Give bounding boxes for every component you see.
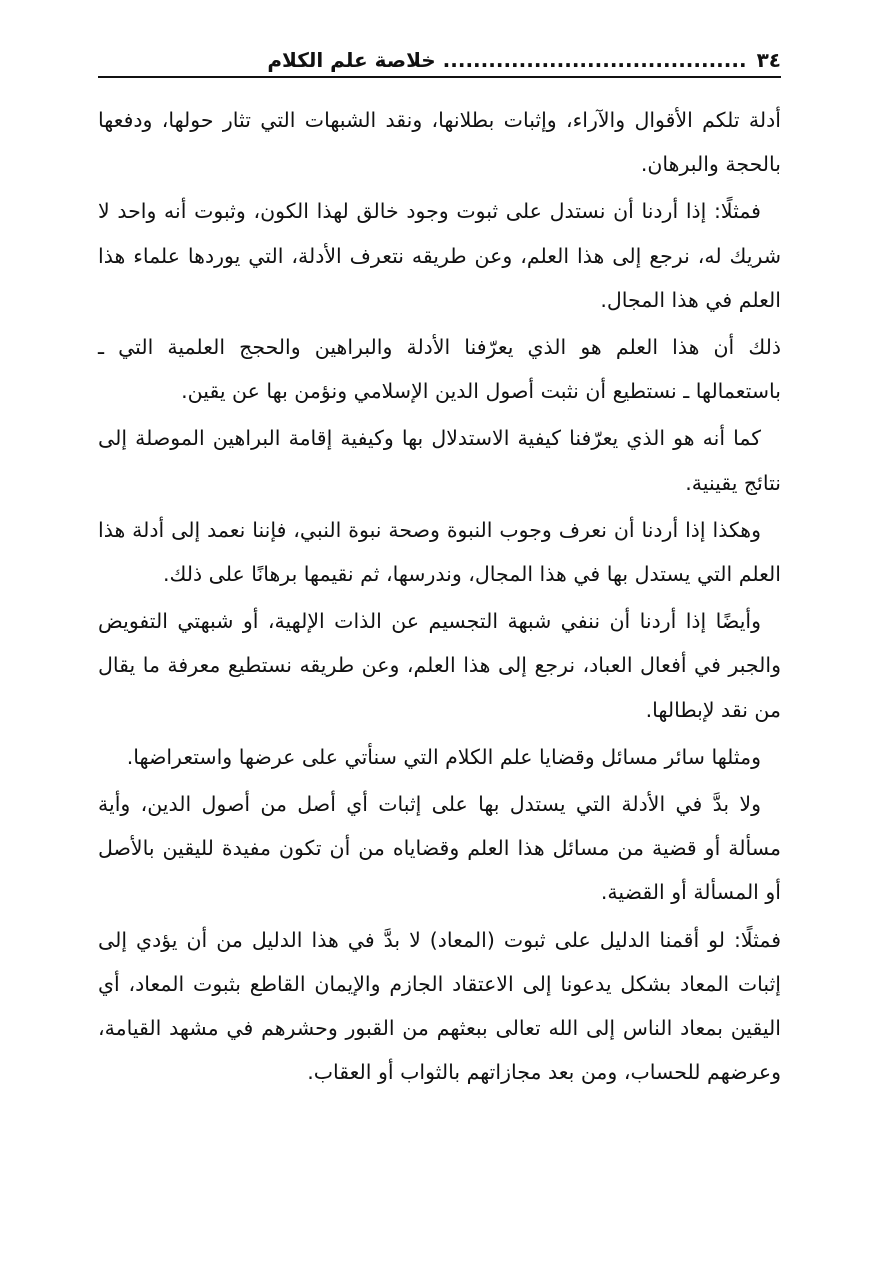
paragraph-4: كما أنه هو الذي يعرّفنا كيفية الاستدلال بها وكيفية إقامة البراهين الموصلة إلى نتائج يقينية. [98, 426, 781, 495]
header-divider [98, 76, 781, 78]
running-title: ........................................ خلاصة علم الكلام [267, 48, 747, 72]
body-text [98, 98, 781, 1097]
paragraph-7: ومثلها سائر مسائل وقضايا علم الكلام التي سنأتي على عرضها واستعراضها. [126, 744, 761, 769]
paragraph-3: ذلك أن هذا العلم هو الذي يعرّفنا الأدلة والبراهين والحجج العلمية التي ـ باستعمالها ـ نستطيع أن نثبت أصول الدين الإسلامي ونؤمن بها عن يقين. [98, 335, 781, 404]
paragraph-5: وهكذا إذا أردنا أن نعرف وجوب النبوة وصحة نبوة النبي، فإننا نعمد إلى أدلة هذا العلم التي يستدل بها في هذا المجال، وندرسها، ثم نقيمها برهانًا على ذلك. [98, 517, 781, 587]
paragraph-6: وأيضًا إذا أردنا أن ننفي شبهة التجسيم عن الذات الإلهية، أو شبهتي التفويض والجبر في أفعال العباد، نرجع إلى هذا العلم، وعن طريقه نستطيع معرفة ما يقال من نقد لإبطالها. [98, 609, 781, 722]
running-header [98, 32, 781, 72]
paragraph-8: ولا بدَّ في الأدلة التي يستدل بها على إثبات أي أصل من أصول الدين، وأية مسألة أو قضية من مسائل هذا العلم وقضاياه من أن تكون مفيدة لليقين بالأصل أو المسألة أو القضية. [98, 792, 781, 905]
paragraph-1: أدلة تلكم الأقوال والآراء، وإثبات بطلانها، ونقد الشبهات التي تثار حولها، ودفعها بالحجة والبرهان. [98, 108, 781, 177]
page-number: ٣٤ [756, 48, 781, 72]
paragraph-2: فمثلًا: إذا أردنا أن نستدل على ثبوت وجود خالق لهذا الكون، وثبوت أنه واحد لا شريك له، نرجع إلى هذا العلم، وعن طريقه نتعرف الأدلة، التي يوردها علماء هذا العلم في هذا المجال. [98, 199, 781, 312]
paragraph-9: فمثلًا: لو أقمنا الدليل على ثبوت (المعاد) لا بدَّ في هذا الدليل من أن يؤدي إلى إثبات المعاد بشكل يدعونا إلى الاعتقاد الجازم والإيمان القاطع بثبوت المعاد، أي اليقين بمعاد الناس إلى الله تعالى ببعثهم من القبور وحشرهم في مشهد القيامة، وعرضهم للحساب، ومن بعد مجازاتهم بالثواب أو العقاب. [98, 927, 781, 1085]
